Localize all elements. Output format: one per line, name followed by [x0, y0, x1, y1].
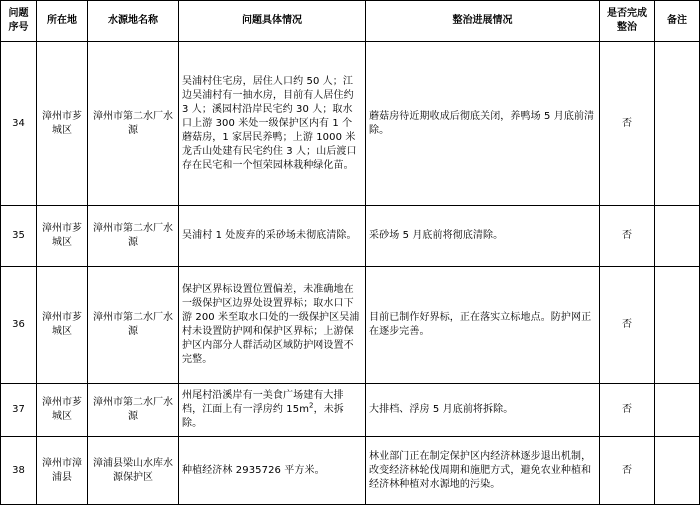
cell-seq: 35: [1, 206, 37, 267]
cell-source: 漳州市第二水厂水源: [88, 267, 179, 384]
header-location: 所在地: [37, 1, 88, 42]
cell-location: 漳州市漳浦县: [37, 437, 88, 505]
cell-seq: 34: [1, 42, 37, 206]
cell-completed: 否: [600, 267, 655, 384]
cell-location: 漳州市芗城区: [37, 206, 88, 267]
cell-remark: [655, 206, 700, 267]
cell-progress: 采砂场 5 月底前将彻底清除。: [366, 206, 600, 267]
area-unit-superscript: 2: [309, 401, 314, 410]
cell-progress: 林业部门正在制定保护区内经济林逐步退出机制，改变经济林轮伐周期和施肥方式，避免农业种植和经济林种植对水源地的污染。: [366, 437, 600, 505]
cell-completed: 否: [600, 206, 655, 267]
cell-completed: 否: [600, 437, 655, 505]
cell-remark: [655, 267, 700, 384]
cell-source: 漳浦县梁山水库水源保护区: [88, 437, 179, 505]
cell-location: 漳州市芗城区: [37, 42, 88, 206]
cell-source: 漳州市第二水厂水源: [88, 42, 179, 206]
cell-remark: [655, 437, 700, 505]
table-row: [1, 437, 700, 505]
problem-text-end: ，未拆除。: [182, 404, 344, 429]
cell-source: 漳州市第二水厂水源: [88, 206, 179, 267]
table-row: [1, 384, 700, 437]
header-seq: 问题序号: [1, 1, 37, 42]
cell-seq: 38: [1, 437, 37, 505]
cell-remark: [655, 42, 700, 206]
cell-completed: 否: [600, 42, 655, 206]
cell-problem: 吴浦村 1 处废弃的采砂场未彻底清除。: [179, 206, 366, 267]
header-row: [1, 1, 700, 42]
table-row: [1, 42, 700, 206]
cell-problem: 吴浦村住宅房，居住人口约 50 人；江边吴浦村有一抽水房，目前有人居住约 3 人；溪园村沿岸民宅约 30 人；取水口上游 300 米处一级保护区内有 1 个蘑菇房，1 家居民养鸭；上游 1000 米龙舌山处建有民宅约住 3 人；山后渡口存在民宅和一个恒荣园林栽种绿化苗。: [179, 42, 366, 206]
cell-progress: 目前已制作好界标，正在落实立标地点。防护网正在逐步完善。: [366, 267, 600, 384]
table-row: [1, 267, 700, 384]
cell-completed: 否: [600, 384, 655, 437]
cell-problem: 种植经济林 2935726 平方米。: [179, 437, 366, 505]
cell-location: 漳州市芗城区: [37, 267, 88, 384]
header-remark: 备注: [655, 1, 700, 42]
cell-seq: 37: [1, 384, 37, 437]
header-source: 水源地名称: [88, 1, 179, 42]
header-completed: 是否完成整治: [600, 1, 655, 42]
cell-progress: 蘑菇房待近期收成后彻底关闭，养鸭场 5 月底前清除。: [366, 42, 600, 206]
cell-progress: 大排档、浮房 5 月底前将拆除。: [366, 384, 600, 437]
problem-text: 州尾村沿溪岸有一美食广场建有大排档，江面上有一浮房约 15m: [182, 390, 344, 415]
header-problem: 问题具体情况: [179, 1, 366, 42]
cell-problem: 保护区界标设置位置偏差，未准确地在一级保护区边界处设置界标；取水口下游 200 米至取水口处的一级保护区吴浦村未设置防护网和保护区界标；上游保护区内部分人群活动区域防护网设置不完整。: [179, 267, 366, 384]
cell-source: 漳州市第二水厂水源: [88, 384, 179, 437]
cell-location: 漳州市芗城区: [37, 384, 88, 437]
cell-remark: [655, 384, 700, 437]
table-row: [1, 206, 700, 267]
cell-seq: 36: [1, 267, 37, 384]
cell-problem: [179, 384, 366, 437]
header-progress: 整治进展情况: [366, 1, 600, 42]
